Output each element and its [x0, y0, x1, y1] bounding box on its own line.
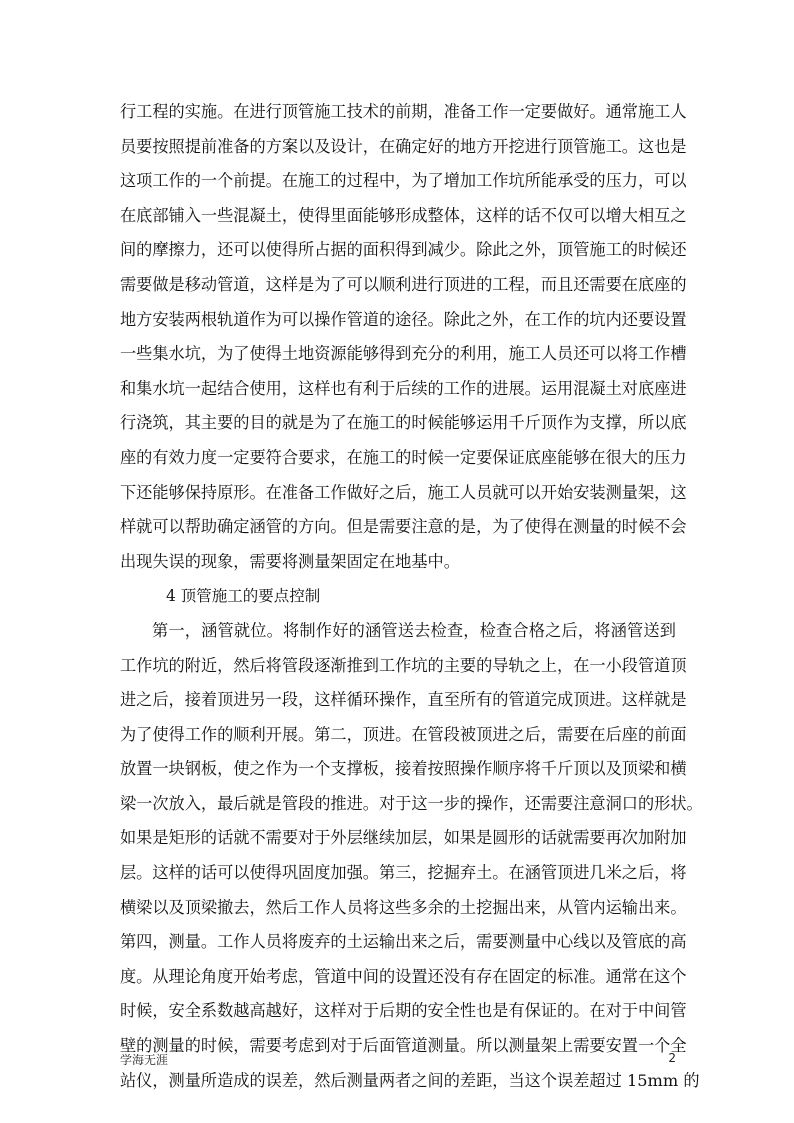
text-line: 层。这样的话可以使得巩固度加强。第三，挖掘弃土。在涵管顶进几米之后，将 [120, 863, 687, 883]
text-line: 出现失误的现象，需要将测量架固定在地基中。 [120, 551, 460, 571]
text-line: 这项工作的一个前提。在施工的过程中，为了增加工作坑所能承受的压力，可以 [120, 171, 687, 191]
text-line: 梁一次放入，最后就是管段的推进。对于这一步的操作，还需要注意洞口的形状。 [120, 793, 703, 813]
text-line: 时候，安全系数越高越好，这样对于后期的安全性也是有保证的。在对于中间管 [120, 1001, 687, 1021]
text-line: 座的有效力度一定要符合要求，在施工的时候一定要保证底座能够在很大的压力 [120, 447, 687, 467]
text-line: 间的摩擦力，还可以使得所占据的面积得到减少。除此之外，顶管施工的时候还 [120, 240, 687, 260]
text-line: 和集水坑一起结合使用，这样也有利于后续的工作的进展。运用混凝土对底座进 [120, 378, 687, 398]
page-number: 2 [668, 1051, 676, 1065]
text-line: 员要按照提前准备的方案以及设计，在确定好的地方开挖进行顶管施工。这也是 [120, 136, 687, 156]
text-line: 一些集水坑，为了使得土地资源能够得到充分的利用，施工人员还可以将工作槽 [120, 344, 687, 364]
text-line: 地方安装两根轨道作为可以操作管道的途径。除此之外，在工作的坑内还要设置 [120, 309, 687, 329]
text-line: 需要做是移动管道，这样是为了可以顺利进行顶进的工程，而且还需要在底座的 [120, 274, 687, 294]
text-line: 度。从理论角度开始考虑，管道中间的设置还没有存在固定的标准。通常在这个 [120, 966, 687, 986]
footer-text: 学海无涯 [120, 1053, 169, 1067]
text-line: 站仪，测量所造成的误差，然后测量两者之间的差距，当这个误差超过 15mm 的 [120, 1070, 700, 1090]
text-line: 放置一块钢板，使之作为一个支撑板，接着按照操作顺序将千斤顶以及顶梁和横 [120, 759, 687, 779]
text-line: 在底部铺入一些混凝土，使得里面能够形成整体，这样的话不仅可以增大相互之 [120, 205, 687, 225]
text-line: 如果是矩形的话就不需要对于外层继续加层，如果是圆形的话就需要再次加附加 [120, 828, 687, 848]
section-heading: 4 顶管施工的要点控制 [166, 587, 321, 606]
text-line: 为了使得工作的顺利开展。第二，顶进。在管段被顶进之后，需要在后座的前面 [120, 724, 687, 744]
paragraph-1 [120, 95, 687, 579]
paragraph-2 [120, 614, 703, 1098]
text-line: 壁的测量的时候，需要考虑到对于后面管道测量。所以测量架上需要安置一个全 [120, 1036, 687, 1056]
text-line: 第四，测量。工作人员将废弃的土运输出来之后，需要测量中心线以及管底的高 [120, 932, 687, 952]
text-line: 横梁以及顶梁撤去，然后工作人员将这些多余的土挖掘出来，从管内运输出来。 [120, 897, 687, 917]
text-line: 下还能够保持原形。在准备工作做好之后，施工人员就可以开始安装测量架，这 [120, 482, 687, 502]
text-line: 工作坑的附近，然后将管段逐渐推到工作坑的主要的导轨之上，在一小段管道顶 [120, 655, 687, 675]
body-text [120, 95, 703, 1098]
text-line: 第一，涵管就位。将制作好的涵管送去检查，检查合格之后，将涵管送到 [152, 620, 676, 640]
text-line: 进之后，接着顶进另一段，这样循环操作，直至所有的管道完成顶进。这样就是 [120, 690, 687, 710]
text-line: 样就可以帮助确定涵管的方向。但是需要注意的是，为了使得在测量的时候不会 [120, 517, 687, 537]
text-line: 行浇筑，其主要的目的就是为了在施工的时候能够运用千斤顶作为支撑，所以底 [120, 413, 687, 433]
text-line: 行工程的实施。在进行顶管施工技术的前期，准备工作一定要做好。通常施工人 [120, 102, 687, 121]
